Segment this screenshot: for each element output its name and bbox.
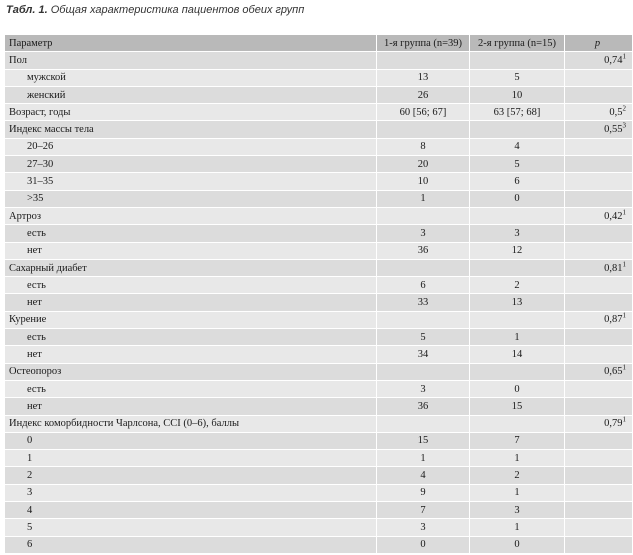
p-value: 0,42: [604, 210, 623, 222]
table-row: [5, 52, 633, 69]
cell-group1: 9: [377, 484, 470, 501]
cell-group1: 36: [377, 398, 470, 415]
cell-p: [565, 277, 633, 294]
table-row: [5, 415, 633, 432]
cell-group1: 26: [377, 86, 470, 103]
cell-group2: 2: [470, 277, 565, 294]
cell-param: Курение: [5, 311, 377, 328]
cell-group2: 1: [470, 519, 565, 536]
cell-p: [565, 415, 633, 432]
cell-group1: 20: [377, 156, 470, 173]
cell-param: 3: [5, 484, 377, 501]
cell-p: [565, 138, 633, 155]
cell-param: мужской: [5, 69, 377, 86]
cell-group1: 3: [377, 519, 470, 536]
cell-p: [565, 519, 633, 536]
cell-group1: 60 [56; 67]: [377, 104, 470, 121]
table-row: [5, 225, 633, 242]
table-row: [5, 86, 633, 103]
cell-param: Сахарный диабет: [5, 259, 377, 276]
table-row: [5, 432, 633, 449]
table-row: [5, 450, 633, 467]
cell-group1: [377, 415, 470, 432]
cell-group1: [377, 207, 470, 224]
table-row: [5, 207, 633, 224]
patient-characteristics-table: [4, 34, 633, 554]
cell-group2: 5: [470, 156, 565, 173]
table-body: [5, 52, 633, 554]
table-row: [5, 173, 633, 190]
table-row: [5, 69, 633, 86]
cell-group2: 1: [470, 484, 565, 501]
cell-group2: 63 [57; 68]: [470, 104, 565, 121]
caption-text: Общая характеристика пациентов обеих групп: [50, 4, 305, 16]
cell-group1: 6: [377, 277, 470, 294]
table-row: [5, 311, 633, 328]
table-row: [5, 519, 633, 536]
table-row: [5, 467, 633, 484]
p-value: 0,55: [604, 124, 623, 136]
cell-p: [565, 294, 633, 311]
cell-param: 5: [5, 519, 377, 536]
p-value: 0,74: [604, 54, 623, 66]
cell-param: 31–35: [5, 173, 377, 190]
table-row: [5, 536, 633, 553]
cell-p: [565, 450, 633, 467]
p-footnote-marker: 1: [622, 415, 626, 424]
cell-group1: [377, 363, 470, 380]
cell-param: нет: [5, 346, 377, 363]
cell-param: Пол: [5, 52, 377, 69]
cell-param: нет: [5, 294, 377, 311]
cell-group2: [470, 311, 565, 328]
cell-group2: 12: [470, 242, 565, 259]
cell-group2: 7: [470, 432, 565, 449]
cell-p: [565, 259, 633, 276]
table-row: [5, 156, 633, 173]
table-row: [5, 277, 633, 294]
cell-p: [565, 536, 633, 553]
cell-group2: 1: [470, 450, 565, 467]
cell-group2: [470, 52, 565, 69]
cell-group1: [377, 311, 470, 328]
cell-param: 27–30: [5, 156, 377, 173]
cell-p: [565, 86, 633, 103]
table-row: [5, 346, 633, 363]
cell-param: есть: [5, 329, 377, 346]
cell-p: [565, 329, 633, 346]
cell-group2: 15: [470, 398, 565, 415]
cell-group1: 13: [377, 69, 470, 86]
cell-p: [565, 432, 633, 449]
cell-group2: 3: [470, 502, 565, 519]
cell-p: [565, 104, 633, 121]
p-value: 0,79: [604, 418, 623, 430]
cell-param: 2: [5, 467, 377, 484]
cell-group2: 1: [470, 329, 565, 346]
cell-param: 1: [5, 450, 377, 467]
cell-p: [565, 311, 633, 328]
cell-param: женский: [5, 86, 377, 103]
cell-param: 6: [5, 536, 377, 553]
cell-p: [565, 484, 633, 501]
cell-group1: 0: [377, 536, 470, 553]
cell-p: [565, 346, 633, 363]
cell-param: есть: [5, 225, 377, 242]
cell-param: Индекс коморбидности Чарлсона, CCI (0–6), баллы: [5, 415, 377, 432]
cell-param: 4: [5, 502, 377, 519]
cell-p: [565, 207, 633, 224]
p-footnote-marker: 1: [622, 260, 626, 268]
table-row: [5, 380, 633, 397]
cell-group2: 2: [470, 467, 565, 484]
cell-param: 0: [5, 432, 377, 449]
table-row: [5, 242, 633, 259]
cell-param: Остеопороз: [5, 363, 377, 380]
p-footnote-marker: 1: [622, 52, 626, 61]
table-row: [5, 259, 633, 276]
header-param: Параметр: [5, 35, 377, 52]
cell-group1: 36: [377, 242, 470, 259]
table-row: [5, 121, 633, 138]
cell-group2: 13: [470, 294, 565, 311]
header-p: p: [565, 35, 633, 52]
cell-p: [565, 242, 633, 259]
cell-group2: [470, 259, 565, 276]
cell-p: [565, 398, 633, 415]
p-footnote-marker: 1: [622, 208, 626, 217]
cell-group2: 14: [470, 346, 565, 363]
table-row: [5, 104, 633, 121]
cell-p: [565, 52, 633, 69]
cell-group1: 10: [377, 173, 470, 190]
cell-param: нет: [5, 398, 377, 415]
p-value: 0,65: [604, 366, 623, 378]
cell-group1: 5: [377, 329, 470, 346]
cell-p: [565, 156, 633, 173]
table-row: [5, 138, 633, 155]
cell-group1: 8: [377, 138, 470, 155]
cell-param: Индекс массы тела: [5, 121, 377, 138]
cell-group1: 1: [377, 190, 470, 207]
cell-p: [565, 467, 633, 484]
cell-param: есть: [5, 277, 377, 294]
table-row: [5, 329, 633, 346]
cell-group1: [377, 259, 470, 276]
header-group2: 2-я группа (n=15): [470, 35, 565, 52]
table-row: [5, 363, 633, 380]
cell-group1: 3: [377, 225, 470, 242]
cell-group1: 1: [377, 450, 470, 467]
cell-group2: 0: [470, 536, 565, 553]
cell-group1: 15: [377, 432, 470, 449]
cell-group2: 3: [470, 225, 565, 242]
table-header-row: [5, 35, 633, 52]
cell-group2: [470, 363, 565, 380]
cell-param: есть: [5, 380, 377, 397]
cell-p: [565, 363, 633, 380]
cell-group1: [377, 52, 470, 69]
p-footnote-marker: 1: [622, 363, 626, 372]
header-group1: 1-я группа (n=39): [377, 35, 470, 52]
p-value: 0,81: [604, 262, 623, 274]
cell-group1: [377, 121, 470, 138]
cell-p: [565, 380, 633, 397]
cell-p: [565, 502, 633, 519]
cell-group2: 0: [470, 190, 565, 207]
cell-group2: [470, 415, 565, 432]
cell-group1: 34: [377, 346, 470, 363]
cell-group2: [470, 121, 565, 138]
cell-group2: 0: [470, 380, 565, 397]
cell-group2: 6: [470, 173, 565, 190]
cell-p: [565, 225, 633, 242]
table-caption: [6, 4, 304, 16]
cell-group2: [470, 207, 565, 224]
table-row: [5, 484, 633, 501]
cell-p: [565, 190, 633, 207]
p-footnote-marker: 3: [622, 121, 626, 130]
p-footnote-marker: 2: [622, 104, 626, 113]
cell-group1: 33: [377, 294, 470, 311]
cell-param: 20–26: [5, 138, 377, 155]
table-row: [5, 294, 633, 311]
cell-param: нет: [5, 242, 377, 259]
cell-param: Артроз: [5, 207, 377, 224]
cell-group2: 4: [470, 138, 565, 155]
p-value: 0,87: [604, 314, 623, 326]
table-row: [5, 190, 633, 207]
cell-group2: 5: [470, 69, 565, 86]
cell-group1: 7: [377, 502, 470, 519]
table-row: [5, 398, 633, 415]
table-row: [5, 502, 633, 519]
p-value: 0,5: [609, 106, 623, 118]
cell-group1: 4: [377, 467, 470, 484]
caption-label: Табл. 1.: [6, 4, 48, 16]
cell-group1: 3: [377, 380, 470, 397]
cell-p: [565, 121, 633, 138]
cell-param: Возраст, годы: [5, 104, 377, 121]
cell-p: [565, 69, 633, 86]
cell-p: [565, 173, 633, 190]
cell-param: >35: [5, 190, 377, 207]
cell-group2: 10: [470, 86, 565, 103]
p-footnote-marker: 1: [622, 311, 626, 320]
